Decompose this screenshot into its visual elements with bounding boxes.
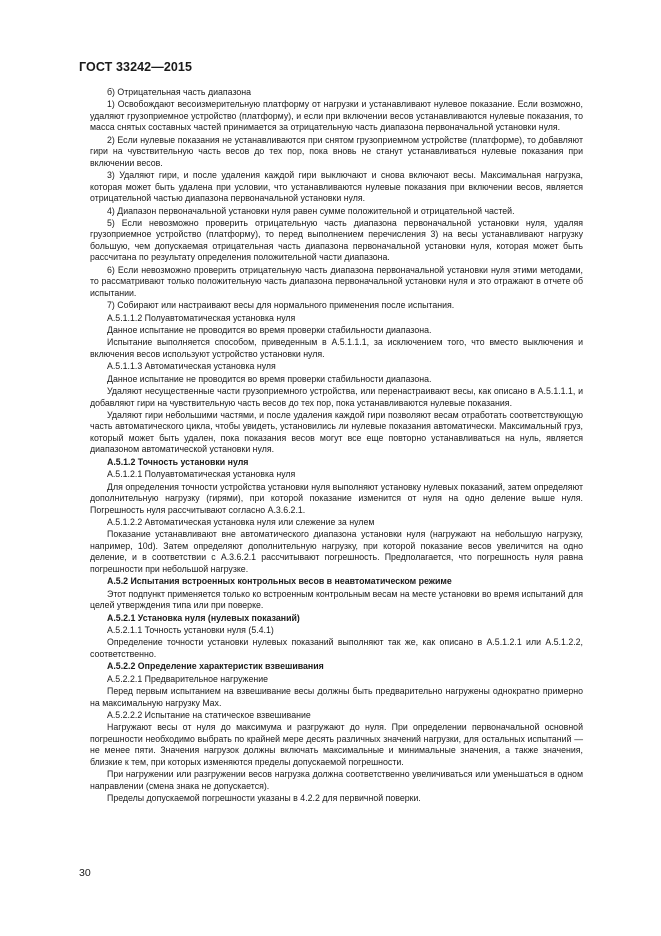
- body-paragraph: 3) Удаляют гири, и после удаления каждой гири выключают и снова включают весы. Максимальная нагрузка, которая может быть удалена при условии, что устанавливаются нулевые показания при включении весов, является отрицательной частью диапазона первоначальной установки нуля.: [90, 170, 583, 204]
- body-paragraph: Удаляют несущественные части грузоприемного устройства, или перенастраивают весы, как описано в А.5.1.1.1, и добавляют гири на чувствительную часть весов до тех пор, пока устанавливаются нулевые показания.: [90, 386, 583, 408]
- body-paragraph: Удаляют гири небольшими частями, и после удаления каждой гири позволяют весам отработать соответствующую часть автоматического цикла, чтобы увидеть, установились ли нулевые показания автоматически. Максимальный груз, который может быть удален, пока показания весов могут все еще повторно устанавливаться на нуль, является диапазоном автоматической установки нуля.: [90, 409, 583, 455]
- body-paragraph: Пределы допускаемой погрешности указаны в 4.2.2 для первичной поверки.: [107, 793, 421, 804]
- document-header: ГОСТ 33242—2015: [79, 60, 193, 74]
- body-paragraph: б) Отрицательная часть диапазона: [107, 87, 252, 97]
- body-paragraph: Перед первым испытанием на взвешивание весы должны быть предварительно нагружены однократно примерно на максимальную нагрузку Max.: [90, 686, 583, 708]
- body-paragraph: А.5.1.1.2 Полуавтоматическая установка нуля: [107, 312, 296, 323]
- body-paragraph: 2) Если нулевые показания не устанавливаются при снятом грузоприемном устройстве (платформе), то добавляют гири на чувствительную часть весов до тех пор, пока вновь не станут устанавливаться нулевые показания при включении весов.: [90, 134, 583, 168]
- page-number: 30: [79, 867, 91, 879]
- document-body: [90, 87, 583, 806]
- section-heading: А.5.1.2 Точность установки нуля: [107, 456, 249, 467]
- body-paragraph: Этот подпункт применяется только ко встроенным контрольным весам на месте установки во время испытаний для целей утверждения типа или при поверке.: [90, 588, 583, 611]
- body-paragraph: Данное испытание не проводится во время проверки стабильности диапазона.: [107, 325, 432, 336]
- body-paragraph: Для определения точности устройства установки нуля выполняют установку нулевых показаний, затем определяют дополнительную нагрузку (гирями), при которой показание изменится от нуля на одно деление выше нуля. Погрешность нуля рассчитывают согласно А.3.6.2.1.: [90, 481, 583, 515]
- body-paragraph: 4) Диапазон первоначальной установки нуля равен сумме положительной и отрицательной частей.: [107, 205, 515, 216]
- body-paragraph: А.5.2.2.1 Предварительное нагружение: [107, 673, 269, 684]
- body-paragraph: 6) Если невозможно проверить отрицательную часть диапазона первоначальной установки нуля этими методами, то рассматривают только положительную часть диапазона первоначальной установки нуля и это отражают в отчете об испытании.: [90, 264, 583, 298]
- body-paragraph: При нагружении или разгружении весов нагрузка должна соответственно увеличиваться или уменьшаться в одном направлении (смена знака не допускается).: [90, 769, 583, 791]
- body-paragraph: 7) Собирают или настраивают весы для нормального применения после испытания.: [107, 300, 455, 311]
- body-paragraph: 5) Если невозможно проверить отрицательную часть диапазона первоначальной установки нуля, удаляя грузоприемное устройство (платформу), то перед выполнением перечисления 3) на весы устанавливают нагрузку большую, чем допускаемая отрицательная часть диапазона первоначальной установки нуля, которая может быть рассчитана по результату определения положительной части диапазона.: [90, 217, 583, 263]
- section-heading: А.5.2.1 Установка нуля (нулевых показаний): [107, 612, 300, 623]
- body-paragraph: А.5.1.1.3 Автоматическая установка нуля: [107, 361, 276, 372]
- body-paragraph: А.5.1.2.1 Полуавтоматическая установка нуля: [107, 469, 296, 480]
- body-paragraph: А.5.1.2.2 Автоматическая установка нуля или слежение за нулем: [107, 517, 375, 528]
- body-paragraph: Показание устанавливают вне автоматического диапазона установки нуля (нагружают на небольшую нагрузку, например, 10d). Затем определяют дополнительную нагрузку, при которой показание весов увеличится на одно деление, и в соответствии с А.3.6.2.1 рассчитывают погрешность. Предполагается, что погрешность нуля равна погрешности при небольшой нагрузке.: [90, 529, 583, 574]
- section-heading: А.5.2.2 Определение характеристик взвешивания: [107, 661, 324, 672]
- body-paragraph: А.5.2.1.1 Точность установки нуля (5.4.1): [107, 624, 274, 635]
- body-paragraph: Нагружают весы от нуля до максимума и разгружают до нуля. При определении первоначальной основной погрешности необходимо выбрать по крайней мере десять различных значений нагрузки, для остальных испытаний — не менее пяти. Значения нагрузок должны включать максимальные и минимальные значения, а также значения, близкие к тем, при которых изменяются пределы допускаемой погрешности.: [90, 722, 583, 767]
- body-paragraph: 1) Освобождают весоизмерительную платформу от нагрузки и устанавливают нулевое показание. Если возможно, удаляют грузоприемное устройство (платформу), и если при включении весов устанавливаются нулевые показания, то масса снятых составных частей принимается за отрицательную часть диапазона первоначальной установки нуля.: [90, 99, 583, 133]
- body-paragraph: Данное испытание не проводится во время проверки стабильности диапазона.: [107, 373, 432, 384]
- body-paragraph: Определение точности установки нулевых показаний выполняют так же, как описано в А.5.1.2.1 или А.5.1.2.2, соответственно.: [90, 637, 583, 659]
- body-paragraph: Испытание выполняется способом, приведенным в А.5.1.1.1, за исключением того, что вместо выключения и включения весов используют устройство установки нуля.: [90, 337, 583, 359]
- body-paragraph: А.5.2.2.2 Испытание на статическое взвешивание: [107, 709, 311, 720]
- section-heading: А.5.2 Испытания встроенных контрольных весов в неавтоматическом режиме: [107, 576, 452, 587]
